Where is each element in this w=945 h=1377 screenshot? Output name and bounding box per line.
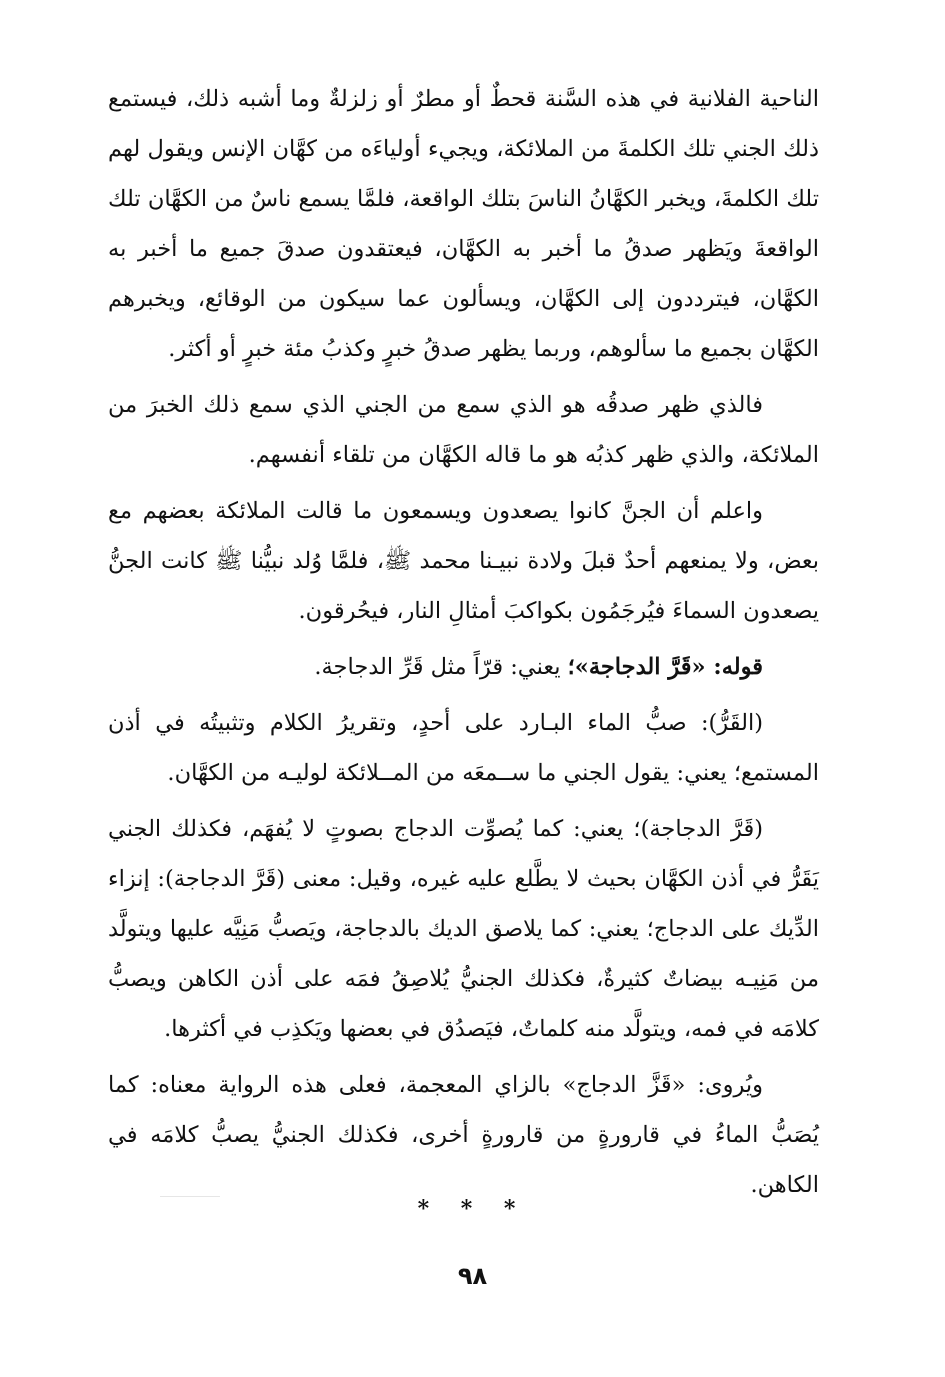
paragraph-6: [108, 804, 819, 1054]
paragraph-2-text: فالذي ظهر صدقُه هو الذي سمع من الجني الذي سمع ذلك الخبرَ من الملائكة، والذي ظهر كذبُه هو ما قاله الكهَّان من تلقاء أنفسهم.: [108, 392, 819, 468]
paragraph-4-lead: قوله: «قَرَّ الدجاجة»؛: [567, 654, 763, 680]
paragraph-4: [108, 642, 819, 692]
paragraph-1-text: الناحية الفلانية في هذه السَّنة قحطٌ أو مطرٌ أو زلزلةٌ وما أشبه ذلك، فيستمع ذلك الجني تلك الكلمةَ من الملائكة، ويجيء أولياءَه من كهَّان الإنس ويقول لهم تلك الكلمةَ، ويخبر الكهَّانُ الناسَ بتلك الواقعة، فلمَّا يسمع ناسٌ من الكهَّان تلك الواقعةَ ويَظهر صدقُ ما أخبر به الكهَّان، فيعتقدون صدقَ جميع ما أخبر به الكهَّان، فيترددون إلى الكهَّان، ويسألون عما سيكون من الوقائع، ويخبرهم الكهَّان بجميع ما سألوهم، وربما يظهر صدقُ خبرٍ وكذبُ مئة خبرٍ أو أكثر.: [108, 86, 819, 362]
page-number: ٩٨: [457, 1262, 488, 1290]
paragraph-7: [108, 1060, 819, 1210]
section-separator: * * *: [417, 1196, 528, 1222]
paragraph-6-text: (قَرَّ الدجاجة)؛ يعني: كما يُصوِّت الدجاج بصوتٍ لا يُفهَم، فكذلك الجني يَقَرُّ في أذن الكهَّان بحيث لا يطَّلع عليه غيره، وقيل: معنى (قَرَّ الدجاجة): إنزاء الدِّيك على الدجاج؛ يعني: كما يلاصق الديك بالدجاجة، ويَصبُّ مَنِيَّه عليها ويتولَّد من مَنِيـه بيضاتٌ كثيرةٌ، فكذلك الجنيُّ يُلاصِقُ فمَه على أذن الكاهن ويصبُّ كلامَه في فمه، ويتولَّد منه كلماتٌ، فيَصدُق في بعضها ويَكذِب في أكثرها.: [108, 816, 819, 1042]
paragraph-3-text: واعلم أن الجنَّ كانوا يصعدون ويسمعون ما قالت الملائكة بعضهم مع بعض، ولا يمنعهم أحدٌ قبلَ ولادة نبيـنا محمد ﷺ، فلمَّا وُلد نبيُّنا ﷺ كانت الجنُّ يصعدون السماءَ فيُرجَمُون بكواكبَ أمثالِ النار، فيحُرقون.: [108, 498, 819, 624]
paragraph-5: [108, 698, 819, 798]
paragraph-3: [108, 486, 819, 636]
paragraph-2: [108, 380, 819, 480]
body-text: [108, 74, 819, 1216]
paragraph-1: [108, 74, 819, 374]
paragraph-7-text: ويُروى: «قَزَّ الدجاج» بالزاي المعجمة، فعلى هذه الرواية معناه: كما يُصَبُّ الماءُ في قارورةٍ من قارورةٍ أخرى، فكذلك الجنيُّ يصبُّ كلامَه في الكاهن.: [108, 1072, 819, 1198]
paragraph-5-text: (القَرُّ): صبُّ الماء البـارد على أحدٍ، وتقريرُ الكلام وتثبيتُه في أذن المستمع؛ يعني: يقول الجني ما ســمعَه من المــلائكة لوليـه من الكهَّان.: [108, 710, 819, 786]
paragraph-4-text: يعني: قرّاً مثل قَرِّ الدجاجة.: [314, 654, 568, 680]
